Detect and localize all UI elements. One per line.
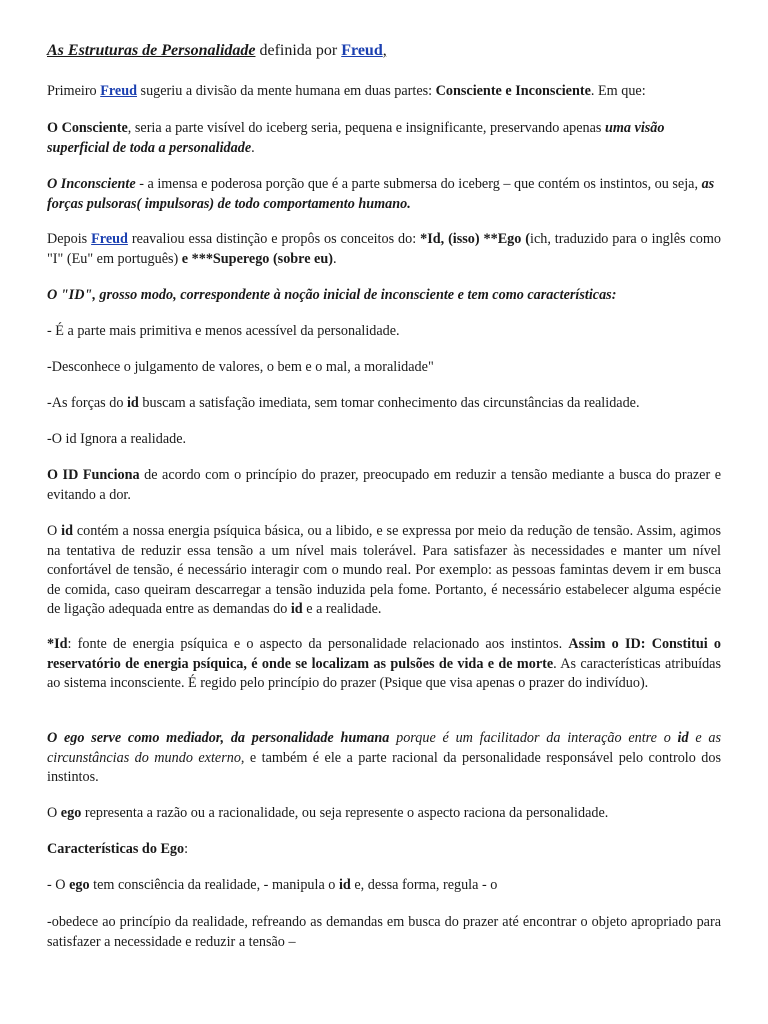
freud-link[interactable]: Freud (91, 231, 128, 247)
p15-bold: Características do Ego (47, 841, 185, 857)
p2-bold: O Consciente (47, 120, 128, 136)
paragraph-2 (47, 119, 721, 158)
paragraph-1 (47, 82, 721, 102)
paragraph-9: -O id Ignora a realidade. (47, 431, 187, 447)
paragraph-8 (47, 394, 721, 414)
p3-text: - a imensa e poderosa porção que é a parte submersa do iceberg – que contém os instintos, ou seja, (135, 176, 702, 192)
p1-text-c: . Em que: (590, 83, 646, 99)
p8-bold: id (126, 395, 139, 411)
p10-text: de acordo com o princípio do prazer, preocupado em reduzir a tensão mediante a busca do prazer e evitando a dor. (47, 467, 721, 503)
title-mid: definida por (255, 42, 342, 59)
paragraph-10 (47, 466, 721, 505)
p16-bold-1: ego (69, 877, 90, 893)
p1-text-a: Primeiro (47, 83, 101, 99)
p2-end: . (251, 139, 255, 156)
p14-bold: ego (60, 805, 82, 821)
p14-text-b: representa a razão ou a racionalidade, ou seja represente o aspecto raciona da personalidade. (81, 805, 609, 821)
p13-italic-1: porque é um facilitador da interação entre o (389, 730, 678, 746)
p15-end: : (184, 841, 189, 857)
p13-italic-2: e as circunstâncias do mundo externo (47, 730, 721, 766)
paragraph-13 (47, 729, 721, 788)
p3-bold-italic-2: as forças pulsoras( impulsoras) de todo comportamento humano. (47, 176, 715, 212)
paragraph-5 (47, 286, 721, 306)
p13-text: , e também é ele a parte racional da personalidade responsável pelo controlo dos instintos. (47, 749, 721, 786)
p1-bold: Consciente e Inconsciente (435, 83, 591, 99)
paragraph-16 (47, 876, 721, 896)
p2-text: , seria a parte visível do iceberg seria, pequena e insignificante, preservando apenas (127, 120, 605, 136)
p13-bold-italic: O ego serve como mediador, da personalidade humana (47, 730, 390, 746)
p8-text-a: -As forças do (47, 395, 127, 411)
p11-text-a: O (47, 523, 62, 539)
title-end: , (382, 42, 387, 59)
p12-bold-2: Assim o ID: Constitui o reservatório de energia psíquica, é onde se localizam as pulsões de vida e de morte (47, 636, 721, 672)
p5-bold-italic: O "ID", grosso modo, correspondente à noção inicial de inconsciente e tem como características: (47, 287, 617, 303)
p8-text-b: buscam a satisfação imediata, sem tomar conhecimento das circunstâncias da realidade. (138, 395, 640, 411)
p16-bold-2: id (338, 877, 351, 893)
p11-bold: id (61, 523, 73, 539)
p14-text-a: O (47, 805, 61, 821)
paragraph-12 (47, 635, 721, 694)
paragraph-15 (47, 840, 721, 860)
p2-bold-italic: uma visão superficial de toda a personalidade (47, 120, 665, 156)
p3-bold-italic-1: O Inconsciente (47, 176, 136, 192)
p11-text-c: e a realidade. (302, 601, 382, 618)
p16-text-b: tem consciência da realidade, - manipula o (89, 877, 339, 893)
paragraph-17: -obedece ao princípio da realidade, refreando as demandas em busca do prazer até encontrar o objeto apropriado para satisfazer a necessidade e reduzir a tensão – (47, 914, 721, 950)
paragraph-14 (47, 804, 721, 824)
p4-bold-2: e ***Superego (sobre eu) (181, 250, 333, 267)
p16-text-c: e, dessa forma, regula - o (350, 877, 498, 893)
p12-text-b: . As características atribuídas ao sistema inconsciente. É regido pelo princípio do prazer (Psique que visa apenas o prazer do indivíduo). (47, 655, 721, 692)
p10-bold: O ID Funciona (47, 467, 140, 483)
paragraph-6: - É a parte mais primitiva e menos acessível da personalidade. (47, 323, 400, 339)
paragraph-11 (47, 522, 721, 620)
paragraph-7: -Desconhece o julgamento de valores, o bem e o mal, a moralidade" (47, 359, 434, 375)
p11-bold-2: id (290, 601, 303, 618)
freud-link[interactable]: Freud (100, 83, 137, 99)
paragraph-3 (47, 175, 721, 214)
p12-text-a: : fonte de energia psíquica e o aspecto da personalidade relacionado aos instintos. (67, 636, 569, 652)
title-main: As Estruturas de Personalidade (47, 42, 256, 59)
p13-bold-italic-2: id (677, 730, 689, 746)
p16-text-a: - O (47, 877, 70, 893)
p1-text-b: sugeriu a divisão da mente humana em duas partes: (137, 83, 436, 99)
p4-bold-1: *Id, (isso) **Ego ( (420, 231, 530, 247)
p12-bold-1: *Id (47, 636, 68, 652)
paragraph-4 (47, 230, 721, 269)
p4-text-b: reavaliou essa distinção e propôs os conceitos do: (127, 231, 421, 247)
document-title (47, 41, 721, 61)
p4-text-c: ich, traduzido para o inglês como "I" (Eu" em português) (47, 231, 721, 267)
p4-end: . (332, 250, 337, 267)
p4-text-a: Depois (47, 231, 92, 247)
p11-text-b: contém a nossa energia psíquica básica, ou a libido, e se expressa por meio da redução de tensão. Assim, agimos na tentativa de reduzir essa tensão a um nível mais tolerável. Para satisfazer às necessidades e manter um nível confortável de tensão, é necessário interagir com o mundo real. Por exemplo: as pessoas famintas devem ir em busca de comida, caso queiram descarregar a tensão induzida pela fome. Portanto, é necessário estabelecer alguma espécie de ligação adequada entre as demandas do (47, 523, 721, 618)
freud-link[interactable]: Freud (341, 42, 383, 59)
